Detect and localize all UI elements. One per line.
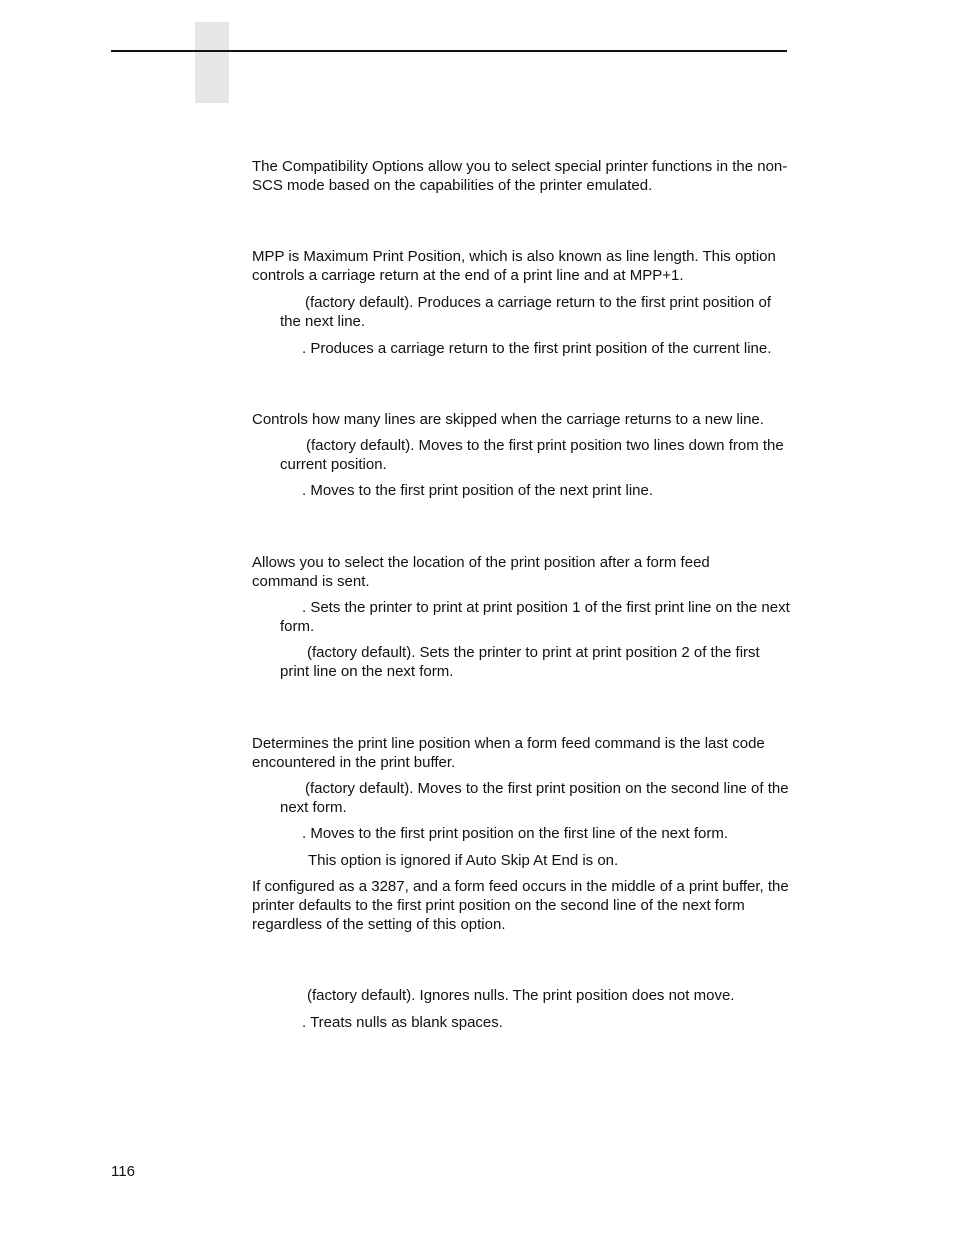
ffend-option-1: (factory default). Moves to the first print position on the second line of the next form. bbox=[280, 780, 789, 816]
mpp-option-2: . Produces a carriage return to the first print position of the current line. bbox=[302, 340, 772, 357]
page-number: 116 bbox=[111, 1163, 135, 1180]
null-option-2: . Treats nulls as blank spaces. bbox=[302, 1014, 503, 1031]
ff-option-1: . Sets the printer to print at print position 1 of the first print line on the next form. bbox=[280, 599, 790, 635]
ff-option-2: (factory default). Sets the printer to print at print position 2 of the first print line on the next form. bbox=[280, 644, 760, 680]
ffend-note: This option is ignored if Auto Skip At End is on. bbox=[308, 852, 619, 869]
cr-option-2: . Moves to the first print position of the next print line. bbox=[302, 482, 654, 499]
intro-paragraph: The Compatibility Options allow you to select special printer functions in the non-SCS mode based on the capabilities of the printer emulated. bbox=[252, 158, 788, 194]
ffend-extra: If configured as a 3287, and a form feed occurs in the middle of a print buffer, the printer defaults to the first print position on the second line of the next form regardless of the setting of this option. bbox=[252, 878, 789, 933]
header-rule bbox=[111, 50, 787, 52]
mpp-option-1: (factory default). Produces a carriage return to the first print position of the next line. bbox=[280, 294, 772, 330]
ffend-description: Determines the print line position when a form feed command is the last code encountered in the print buffer. bbox=[252, 735, 765, 771]
ffend-option-2: . Moves to the first print position on the first line of the next form. bbox=[302, 825, 729, 842]
chapter-tab bbox=[195, 22, 229, 103]
cr-option-1: (factory default). Moves to the first print position two lines down from the current position. bbox=[280, 437, 784, 473]
cr-description: Controls how many lines are skipped when the carriage returns to a new line. bbox=[252, 411, 764, 428]
mpp-description: MPP is Maximum Print Position, which is also known as line length. This option controls a carriage return at the end of a print line and at MPP+1. bbox=[252, 248, 776, 284]
null-option-1: (factory default). Ignores nulls. The print position does not move. bbox=[307, 987, 735, 1004]
ff-description: Allows you to select the location of the print position after a form feed command is sent. bbox=[252, 554, 710, 590]
